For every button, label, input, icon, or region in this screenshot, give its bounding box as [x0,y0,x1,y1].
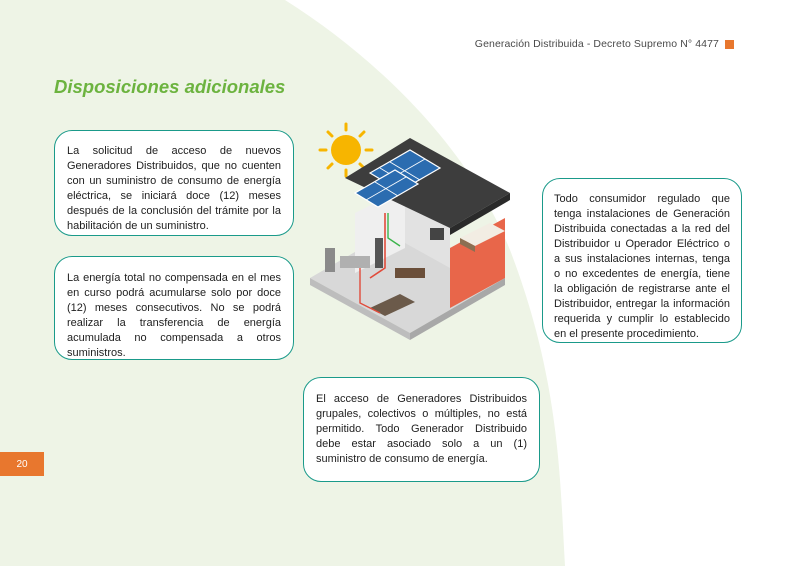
info-box-access-request [54,130,294,236]
info-box-text: La energía total no compensada en el mes en curso podrá acumularse solo por doce (12) meses consecutivos. No se podrá realizar la transferencia de energía acumulada no compensada a otros suministros. [67,272,281,359]
header-orange-square [725,40,734,49]
info-box-text: El acceso de Generadores Distribuidos grupales, colectivos o múltiples, no está permitido. Todo Generador Distribuido debe estar asociado solo a un (1) suministro de consumo de energía. [316,393,527,465]
header-text: Generación Distribuida - Decreto Supremo N° 4477 [474,38,719,50]
info-box-energy-accumulation [54,256,294,360]
info-box-text: Todo consumidor regulado que tenga instalaciones de Generación Distribuida conectadas a la red del Distribuidor u Operador Eléctrico o a sus instalaciones internas, tenga o no excedentes de energía, tiene la obligación de registrarse ante el Distribuidor, entregar la información requerida y cumplir lo establecido en el presente procedimiento. [554,193,730,340]
info-box-group-generators [303,377,540,482]
solar-house-illustration [300,118,530,358]
page-title: Disposiciones adicionales [54,76,286,97]
document-header [475,38,734,50]
info-box-text: La solicitud de acceso de nuevos Generadores Distribuidos, que no cuenten con un suministro de consumo de energía eléctrica, se iniciará doce (12) meses después de la conclusión del trámite por la habilitación de un suministro. [67,145,281,232]
page-number: 20 [0,452,44,476]
info-box-registration-obligation [542,178,742,343]
